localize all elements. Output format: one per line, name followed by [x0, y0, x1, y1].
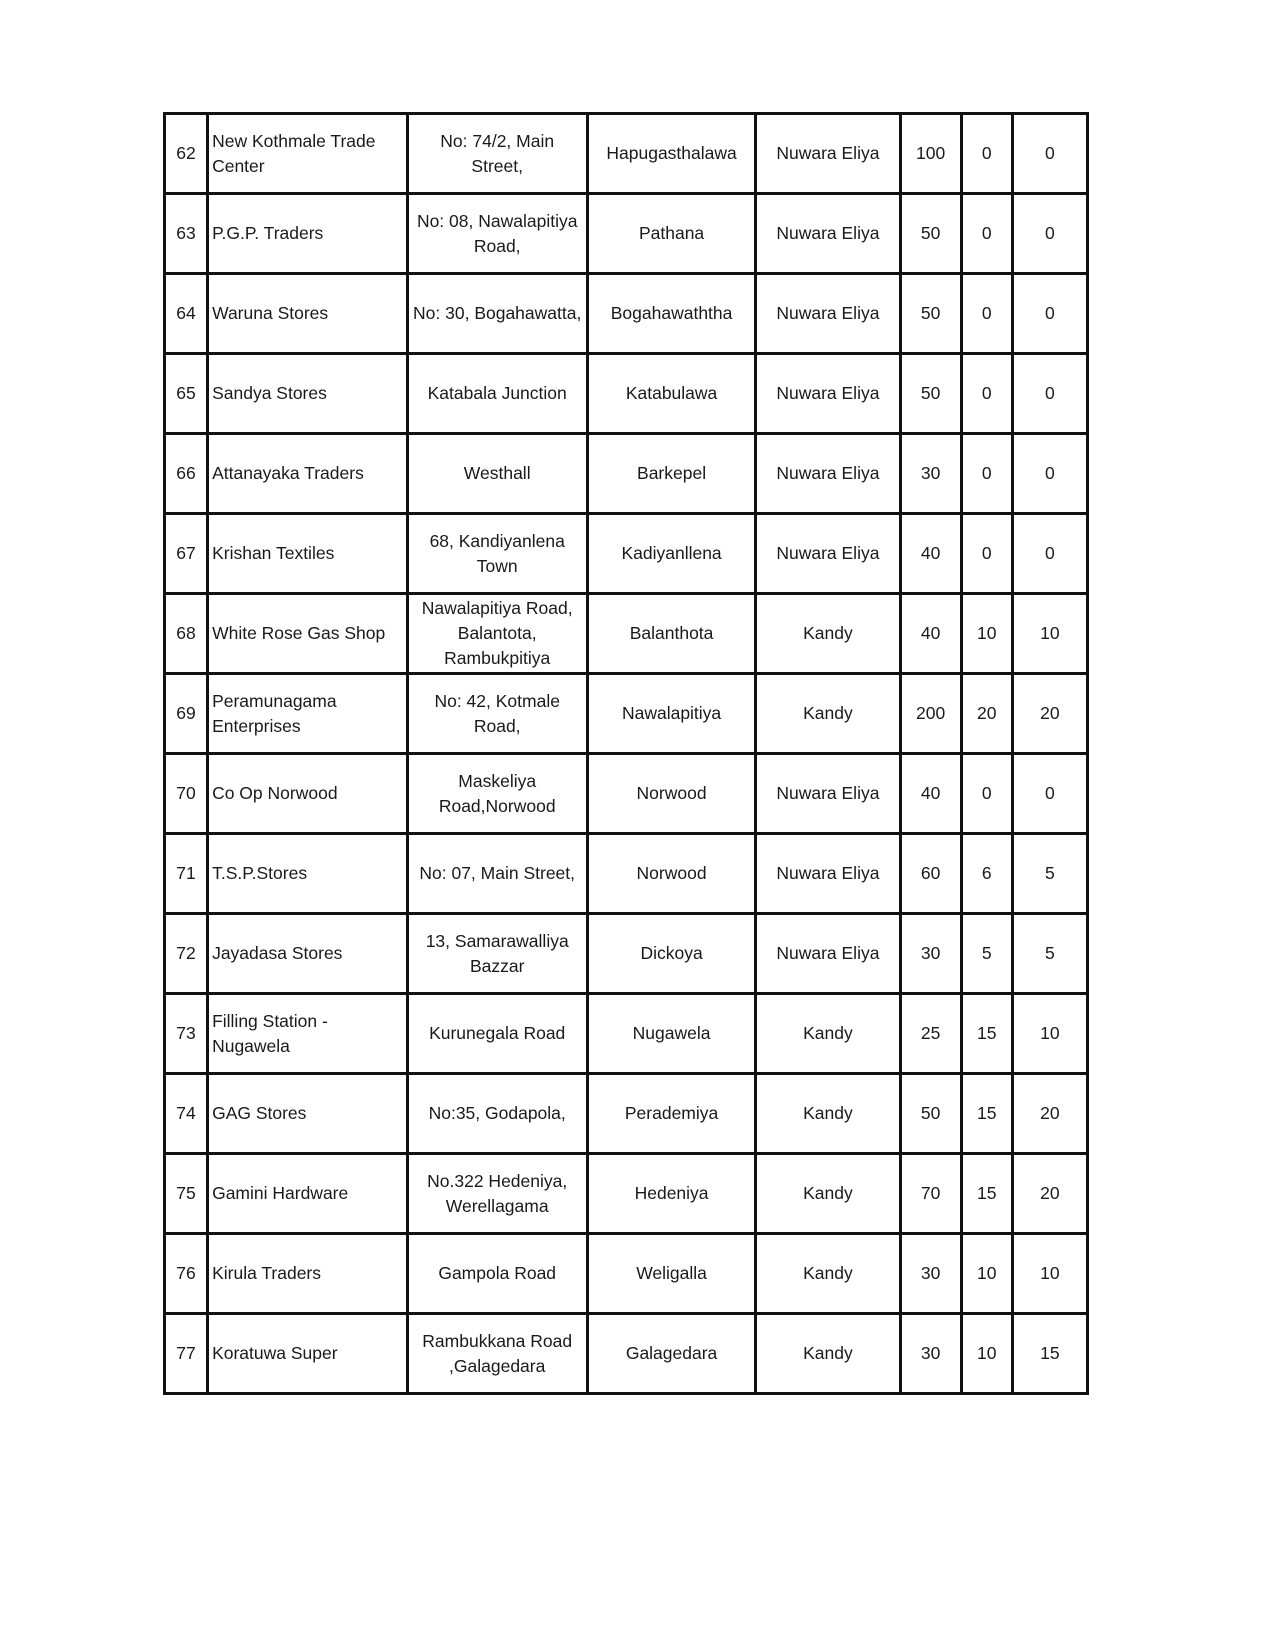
quantity-cell-3: 10	[1012, 1234, 1087, 1314]
address-cell: No:35, Godapola,	[407, 1074, 587, 1154]
quantity-cell-2: 0	[961, 194, 1012, 274]
dealer-name-cell: Co Op Norwood	[208, 754, 407, 834]
table-row	[165, 994, 1088, 1074]
address-cell: No: 30, Bogahawatta,	[407, 274, 587, 354]
dealer-name-cell: P.G.P. Traders	[208, 194, 407, 274]
row-number-cell: 76	[165, 1234, 208, 1314]
town-cell: Dickoya	[587, 914, 755, 994]
town-cell: Katabulawa	[587, 354, 755, 434]
address-cell: Katabala Junction	[407, 354, 587, 434]
address-cell: Kurunegala Road	[407, 994, 587, 1074]
district-cell: Kandy	[756, 674, 900, 754]
address-cell: Gampola Road	[407, 1234, 587, 1314]
quantity-cell-1: 40	[900, 514, 961, 594]
row-number-cell: 77	[165, 1314, 208, 1394]
table-row	[165, 914, 1088, 994]
dealer-table	[163, 112, 1089, 1395]
table-row	[165, 754, 1088, 834]
table-row	[165, 674, 1088, 754]
district-cell: Nuwara Eliya	[756, 354, 900, 434]
district-cell: Kandy	[756, 1154, 900, 1234]
quantity-cell-2: 0	[961, 274, 1012, 354]
town-cell: Hedeniya	[587, 1154, 755, 1234]
row-number-cell: 68	[165, 594, 208, 674]
address-cell: No: 07, Main Street,	[407, 834, 587, 914]
dealer-name-cell: GAG Stores	[208, 1074, 407, 1154]
district-cell: Nuwara Eliya	[756, 834, 900, 914]
quantity-cell-3: 5	[1012, 834, 1087, 914]
town-cell: Weligalla	[587, 1234, 755, 1314]
row-number-cell: 65	[165, 354, 208, 434]
table-row	[165, 274, 1088, 354]
table-row	[165, 194, 1088, 274]
dealer-name-cell: Waruna Stores	[208, 274, 407, 354]
district-cell: Kandy	[756, 994, 900, 1074]
district-cell: Nuwara Eliya	[756, 434, 900, 514]
quantity-cell-1: 30	[900, 1234, 961, 1314]
town-cell: Balanthota	[587, 594, 755, 674]
table-row	[165, 594, 1088, 674]
quantity-cell-1: 60	[900, 834, 961, 914]
address-cell: 68, Kandiyanlena Town	[407, 514, 587, 594]
dealer-name-cell: Peramunagama Enterprises	[208, 674, 407, 754]
dealer-name-cell: Filling Station - Nugawela	[208, 994, 407, 1074]
quantity-cell-3: 20	[1012, 1074, 1087, 1154]
town-cell: Pathana	[587, 194, 755, 274]
town-cell: Hapugasthalawa	[587, 114, 755, 194]
quantity-cell-3: 10	[1012, 994, 1087, 1074]
district-cell: Nuwara Eliya	[756, 274, 900, 354]
address-cell: No: 42, Kotmale Road,	[407, 674, 587, 754]
quantity-cell-3: 0	[1012, 434, 1087, 514]
table-row	[165, 834, 1088, 914]
dealer-table-body	[165, 114, 1088, 1394]
quantity-cell-2: 15	[961, 1074, 1012, 1154]
row-number-cell: 70	[165, 754, 208, 834]
quantity-cell-1: 50	[900, 194, 961, 274]
quantity-cell-2: 0	[961, 434, 1012, 514]
row-number-cell: 69	[165, 674, 208, 754]
town-cell: Nawalapitiya	[587, 674, 755, 754]
table-row	[165, 1314, 1088, 1394]
quantity-cell-3: 0	[1012, 274, 1087, 354]
quantity-cell-2: 6	[961, 834, 1012, 914]
address-cell: Rambukkana Road ,Galagedara	[407, 1314, 587, 1394]
quantity-cell-3: 20	[1012, 674, 1087, 754]
quantity-cell-1: 40	[900, 594, 961, 674]
quantity-cell-2: 0	[961, 754, 1012, 834]
quantity-cell-2: 5	[961, 914, 1012, 994]
quantity-cell-2: 15	[961, 994, 1012, 1074]
address-cell: Westhall	[407, 434, 587, 514]
dealer-name-cell: Koratuwa Super	[208, 1314, 407, 1394]
address-cell: No.322 Hedeniya, Werellagama	[407, 1154, 587, 1234]
row-number-cell: 64	[165, 274, 208, 354]
dealer-name-cell: Sandya Stores	[208, 354, 407, 434]
town-cell: Norwood	[587, 754, 755, 834]
district-cell: Kandy	[756, 1314, 900, 1394]
quantity-cell-2: 0	[961, 114, 1012, 194]
quantity-cell-2: 10	[961, 1234, 1012, 1314]
quantity-cell-3: 0	[1012, 514, 1087, 594]
quantity-cell-3: 0	[1012, 194, 1087, 274]
quantity-cell-3: 20	[1012, 1154, 1087, 1234]
row-number-cell: 74	[165, 1074, 208, 1154]
quantity-cell-2: 10	[961, 594, 1012, 674]
town-cell: Barkepel	[587, 434, 755, 514]
row-number-cell: 75	[165, 1154, 208, 1234]
quantity-cell-3: 5	[1012, 914, 1087, 994]
row-number-cell: 71	[165, 834, 208, 914]
address-cell: 13, Samarawalliya Bazzar	[407, 914, 587, 994]
town-cell: Norwood	[587, 834, 755, 914]
table-row	[165, 354, 1088, 434]
quantity-cell-3: 0	[1012, 754, 1087, 834]
quantity-cell-1: 200	[900, 674, 961, 754]
district-cell: Kandy	[756, 1234, 900, 1314]
quantity-cell-2: 0	[961, 354, 1012, 434]
dealer-name-cell: T.S.P.Stores	[208, 834, 407, 914]
town-cell: Bogahawaththa	[587, 274, 755, 354]
quantity-cell-3: 0	[1012, 114, 1087, 194]
dealer-name-cell: Krishan Textiles	[208, 514, 407, 594]
quantity-cell-1: 70	[900, 1154, 961, 1234]
quantity-cell-2: 0	[961, 514, 1012, 594]
quantity-cell-3: 0	[1012, 354, 1087, 434]
district-cell: Nuwara Eliya	[756, 754, 900, 834]
dealer-name-cell: White Rose Gas Shop	[208, 594, 407, 674]
row-number-cell: 66	[165, 434, 208, 514]
table-row	[165, 514, 1088, 594]
town-cell: Perademiya	[587, 1074, 755, 1154]
row-number-cell: 72	[165, 914, 208, 994]
town-cell: Galagedara	[587, 1314, 755, 1394]
quantity-cell-1: 100	[900, 114, 961, 194]
district-cell: Nuwara Eliya	[756, 114, 900, 194]
quantity-cell-1: 30	[900, 1314, 961, 1394]
address-cell: Nawalapitiya Road, Balantota, Rambukpitiya	[407, 594, 587, 674]
table-row	[165, 114, 1088, 194]
quantity-cell-2: 10	[961, 1314, 1012, 1394]
address-cell: No: 08, Nawalapitiya Road,	[407, 194, 587, 274]
dealer-name-cell: New Kothmale Trade Center	[208, 114, 407, 194]
address-cell: Maskeliya Road,Norwood	[407, 754, 587, 834]
district-cell: Kandy	[756, 594, 900, 674]
quantity-cell-1: 50	[900, 274, 961, 354]
quantity-cell-2: 20	[961, 674, 1012, 754]
quantity-cell-3: 15	[1012, 1314, 1087, 1394]
table-row	[165, 1234, 1088, 1314]
quantity-cell-1: 25	[900, 994, 961, 1074]
town-cell: Kadiyanllena	[587, 514, 755, 594]
quantity-cell-1: 40	[900, 754, 961, 834]
quantity-cell-1: 30	[900, 914, 961, 994]
quantity-cell-1: 50	[900, 1074, 961, 1154]
dealer-name-cell: Kirula Traders	[208, 1234, 407, 1314]
district-cell: Kandy	[756, 1074, 900, 1154]
table-row	[165, 1154, 1088, 1234]
dealer-name-cell: Jayadasa Stores	[208, 914, 407, 994]
row-number-cell: 63	[165, 194, 208, 274]
quantity-cell-3: 10	[1012, 594, 1087, 674]
row-number-cell: 73	[165, 994, 208, 1074]
row-number-cell: 67	[165, 514, 208, 594]
row-number-cell: 62	[165, 114, 208, 194]
quantity-cell-1: 30	[900, 434, 961, 514]
district-cell: Nuwara Eliya	[756, 514, 900, 594]
address-cell: No: 74/2, Main Street,	[407, 114, 587, 194]
quantity-cell-2: 15	[961, 1154, 1012, 1234]
quantity-cell-1: 50	[900, 354, 961, 434]
town-cell: Nugawela	[587, 994, 755, 1074]
district-cell: Nuwara Eliya	[756, 914, 900, 994]
dealer-name-cell: Attanayaka Traders	[208, 434, 407, 514]
table-row	[165, 434, 1088, 514]
district-cell: Nuwara Eliya	[756, 194, 900, 274]
table-row	[165, 1074, 1088, 1154]
dealer-name-cell: Gamini Hardware	[208, 1154, 407, 1234]
